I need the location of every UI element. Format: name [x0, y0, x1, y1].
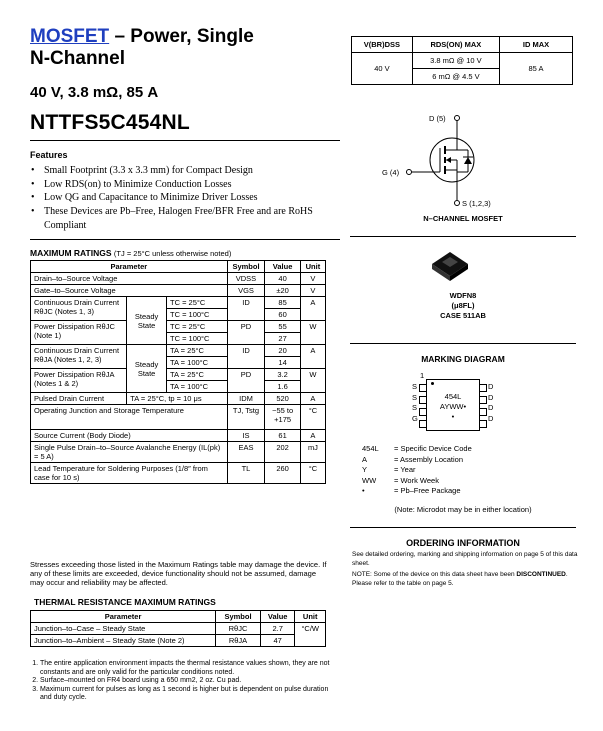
mosfet-link[interactable]: MOSFET — [30, 26, 110, 47]
col-header: ID MAX — [499, 37, 572, 53]
microdot-note: (Note: Microdot may be in either location) — [394, 505, 532, 514]
legend-desc: = Assembly Location — [394, 454, 463, 464]
param-cell: Source Current (Body Diode) — [31, 430, 228, 442]
title-rest: – Power, Single — [109, 26, 254, 47]
col-header: RDS(ON) MAX — [412, 37, 499, 53]
table-row — [31, 393, 326, 405]
cond-cell: TA = 25°C — [166, 369, 227, 381]
legend-row — [362, 486, 476, 497]
value-cell: 3.8 mΩ @ 10 V — [412, 53, 499, 69]
spec-line: 40 V, 3.8 mΩ, 85 A — [30, 84, 159, 101]
pin1-dot — [431, 382, 434, 385]
divider — [30, 239, 340, 240]
max-ratings-heading — [30, 248, 231, 258]
table-row — [31, 430, 326, 442]
param-cell: Lead Temperature for Soldering Purposes (1/8″ from case for 10 s) — [31, 463, 228, 484]
steady-state-cell: Steady State — [127, 297, 167, 345]
table-row — [31, 442, 326, 463]
marking-title: MARKING DIAGRAM — [421, 354, 505, 364]
legend-code: Y — [362, 465, 368, 474]
footnotes — [30, 660, 330, 703]
param-cell: Operating Junction and Storage Temperature — [31, 405, 228, 430]
pin-label: G — [412, 413, 418, 423]
legend-row — [362, 444, 476, 455]
col-header: Unit — [295, 611, 326, 623]
mosfet-schematic — [400, 110, 520, 220]
table-row — [31, 405, 326, 430]
unit-cell: °C/W — [295, 623, 326, 647]
table-row — [31, 297, 326, 309]
marking-legend — [362, 444, 476, 497]
feature-item: • Low RDS(on) to Minimize Conduction Losses — [40, 178, 350, 192]
table-row — [31, 635, 326, 647]
symbol-cell: ID — [227, 297, 265, 321]
value-cell: 47 — [260, 635, 295, 647]
source-label: S (1,2,3) — [462, 199, 491, 208]
param-cell: Single Pulse Drain–to–Source Avalanche Energy (IL(pk) = 5 A) — [31, 442, 228, 463]
ordering-info — [352, 551, 578, 588]
legend-code: WW — [362, 475, 377, 485]
pin-label: D — [488, 413, 494, 423]
value-cell: 3.2 — [265, 369, 301, 381]
key-specs-table — [351, 36, 573, 85]
param-cell: Junction–to–Case – Steady State — [31, 623, 216, 635]
param-cell: Gate–to–Source Voltage — [31, 285, 228, 297]
symbol-cell: IDM — [227, 393, 265, 405]
legend-desc: = Pb–Free Package — [394, 486, 461, 495]
value-cell: 40 V — [352, 53, 413, 85]
value-cell: 85 A — [499, 53, 572, 85]
param-cell: Power Dissipation RθJA (Notes 1 & 2) — [31, 369, 127, 393]
table-row — [31, 273, 326, 285]
note-prefix: NOTE: Some of the device on this data sheet have been — [352, 571, 517, 578]
max-ratings-note: (TJ = 25°C unless otherwise noted) — [113, 249, 232, 258]
ordering-heading: ORDERING INFORMATION — [406, 538, 520, 548]
feature-item: • These Devices are Pb–Free, Halogen Free/BFR Free and are RoHS Compliant — [40, 205, 350, 232]
table-row — [31, 285, 326, 297]
cond-cell: TA = 25°C — [166, 345, 227, 357]
legend-row — [362, 455, 476, 466]
feature-item: • Small Footprint (3.3 x 3.3 mm) for Compact Design — [40, 164, 350, 178]
value-cell: 55 — [265, 321, 301, 333]
param-cell: Continuous Drain Current RθJA (Notes 1, 2, 3) — [31, 345, 127, 369]
value-cell: 14 — [265, 357, 301, 369]
pin-label: D — [488, 392, 494, 402]
unit-cell: A — [300, 393, 325, 405]
pin-label: D — [488, 403, 494, 412]
legend-row — [362, 476, 476, 487]
steady-state-cell: Steady State — [127, 345, 167, 393]
symbol-cell: VDSS — [227, 273, 265, 285]
footnote: 1. The entire application environment impacts the thermal resistance values shown, they are not constants and are only valid for the particular conditions noted. — [40, 660, 330, 677]
param-cell: Pulsed Drain Current — [31, 393, 127, 405]
cond-cell: TC = 25°C — [166, 297, 227, 309]
param-cell: Power Dissipation RθJC (Note 1) — [31, 321, 127, 345]
marking-line1: 454L — [444, 392, 462, 401]
drain-label: D (5) — [429, 114, 446, 123]
value-cell: 61 — [265, 430, 301, 442]
cond-cell: TA = 100°C — [166, 381, 227, 393]
legend-row — [362, 465, 476, 476]
symbol-cell: RθJC — [216, 623, 261, 635]
divider — [30, 140, 340, 141]
legend-code: • — [362, 486, 365, 495]
unit-cell: mJ — [300, 442, 325, 463]
value-cell: 85 — [265, 297, 301, 309]
footnote: 2. Surface–mounted on FR4 board using a 650 mm2, 2 oz. Cu pad. — [40, 677, 330, 686]
symbol-cell: EAS — [227, 442, 265, 463]
thermal-table — [30, 610, 326, 647]
value-cell: 1.6 — [265, 381, 301, 393]
marking-chip — [426, 379, 480, 431]
col-header: Parameter — [31, 261, 228, 273]
value-cell: 6 mΩ @ 4.5 V — [412, 69, 499, 85]
package-sub: (μ8FL) — [451, 301, 475, 310]
symbol-cell: VGS — [227, 285, 265, 297]
part-number: NTTFS5C454NL — [30, 111, 190, 134]
features-list — [30, 164, 350, 233]
value-cell: 27 — [265, 333, 301, 345]
table-row — [31, 463, 326, 484]
col-header: Value — [265, 261, 301, 273]
marking-dot: • — [451, 412, 455, 421]
title-line2: N-Channel — [30, 48, 125, 69]
col-header: V(BR)DSS — [352, 37, 413, 53]
gate-label: G (4) — [382, 168, 400, 177]
unit-cell: V — [300, 285, 325, 297]
page-title — [30, 26, 254, 48]
param-cell: Continuous Drain Current RθJC (Notes 1, 3) — [31, 297, 127, 321]
pin-label: S — [412, 392, 418, 402]
legend-desc: = Specific Device Code — [394, 444, 472, 453]
schematic-caption: N–CHANNEL MOSFET — [423, 214, 503, 223]
cond-cell: TA = 25°C, tp = 10 μs — [127, 393, 227, 405]
cond-cell: TC = 100°C — [166, 333, 227, 345]
left-pins — [412, 382, 418, 424]
table-row — [352, 53, 573, 69]
symbol-cell: TJ, Tstg — [227, 405, 265, 430]
cond-cell: TC = 25°C — [166, 321, 227, 333]
value-cell: 2.7 — [260, 623, 295, 635]
pin1-label: 1 — [420, 371, 425, 380]
legend-code: 454L — [362, 444, 379, 453]
value-cell: 260 — [265, 463, 301, 484]
col-header: Symbol — [227, 261, 265, 273]
unit-cell: W — [300, 369, 325, 393]
pin-label: S — [412, 382, 418, 391]
table-row — [31, 321, 326, 333]
features-heading: Features — [30, 150, 68, 160]
package-name: WDFN8 — [449, 291, 477, 300]
symbol-cell: PD — [227, 321, 265, 345]
discontinued-label: DISCONTINUED — [516, 571, 566, 578]
col-header: Unit — [300, 261, 325, 273]
package-case: CASE 511AB — [440, 311, 486, 320]
unit-cell: V — [300, 273, 325, 285]
symbol-cell: RθJA — [216, 635, 261, 647]
cond-cell: TA = 100°C — [166, 357, 227, 369]
value-cell: 40 — [265, 273, 301, 285]
ordering-note — [352, 571, 578, 588]
param-cell: Junction–to–Ambient – Steady State (Note 2) — [31, 635, 216, 647]
package-icon — [430, 250, 470, 284]
value-cell: 60 — [265, 309, 301, 321]
symbol-cell: PD — [227, 369, 265, 393]
pin-label: S — [412, 403, 418, 412]
table-row — [31, 369, 326, 381]
value-cell: 520 — [265, 393, 301, 405]
left-pin-pads — [419, 384, 427, 428]
table-row — [31, 623, 326, 635]
unit-cell: A — [300, 297, 325, 321]
table-row — [31, 345, 326, 357]
ordering-text: See detailed ordering, marking and shipping information on page 5 of this data sheet. — [352, 551, 578, 567]
col-header: Parameter — [31, 611, 216, 623]
unit-cell: A — [300, 345, 325, 369]
unit-cell: °C — [300, 463, 325, 484]
marking-line2: AYWW• — [439, 402, 467, 411]
package-info — [350, 291, 576, 321]
max-ratings-title: MAXIMUM RATINGS — [30, 248, 112, 258]
footnote: 3. Maximum current for pulses as long as 1 second is higher but is dependent on pulse duration and duty cycle. — [40, 686, 330, 703]
unit-cell: A — [300, 430, 325, 442]
stress-note: Stresses exceeding those listed in the Maximum Ratings table may damage the device. If any of these limits are exceeded, device functionality should not be assumed, damage may occur and reliability may be affected. — [30, 560, 327, 587]
feature-item: • Low QG and Capacitance to Minimize Driver Losses — [40, 191, 350, 205]
unit-cell: °C — [300, 405, 325, 430]
pin-label: D — [488, 382, 494, 391]
value-cell: 202 — [265, 442, 301, 463]
value-cell: −55 to +175 — [265, 405, 301, 430]
value-cell: ±20 — [265, 285, 301, 297]
divider — [350, 343, 576, 344]
divider — [350, 527, 576, 528]
symbol-cell: IS — [227, 430, 265, 442]
legend-desc: = Year — [394, 465, 416, 474]
col-header: Value — [260, 611, 295, 623]
right-pins — [488, 382, 493, 424]
max-ratings-table — [30, 260, 326, 484]
unit-cell: W — [300, 321, 325, 345]
cond-cell: TC = 100°C — [166, 309, 227, 321]
symbol-cell: TL — [227, 463, 265, 484]
value-cell: 20 — [265, 345, 301, 357]
thermal-heading: THERMAL RESISTANCE MAXIMUM RATINGS — [34, 597, 216, 607]
legend-desc: = Work Week — [394, 475, 439, 485]
note-suffix: . Please refer to the table on page 5. — [352, 571, 568, 587]
symbol-cell: ID — [227, 345, 265, 369]
legend-code: A — [362, 454, 368, 464]
divider — [350, 236, 576, 237]
right-pin-pads — [479, 384, 487, 428]
col-header: Symbol — [216, 611, 261, 623]
param-cell: Drain–to–Source Voltage — [31, 273, 228, 285]
